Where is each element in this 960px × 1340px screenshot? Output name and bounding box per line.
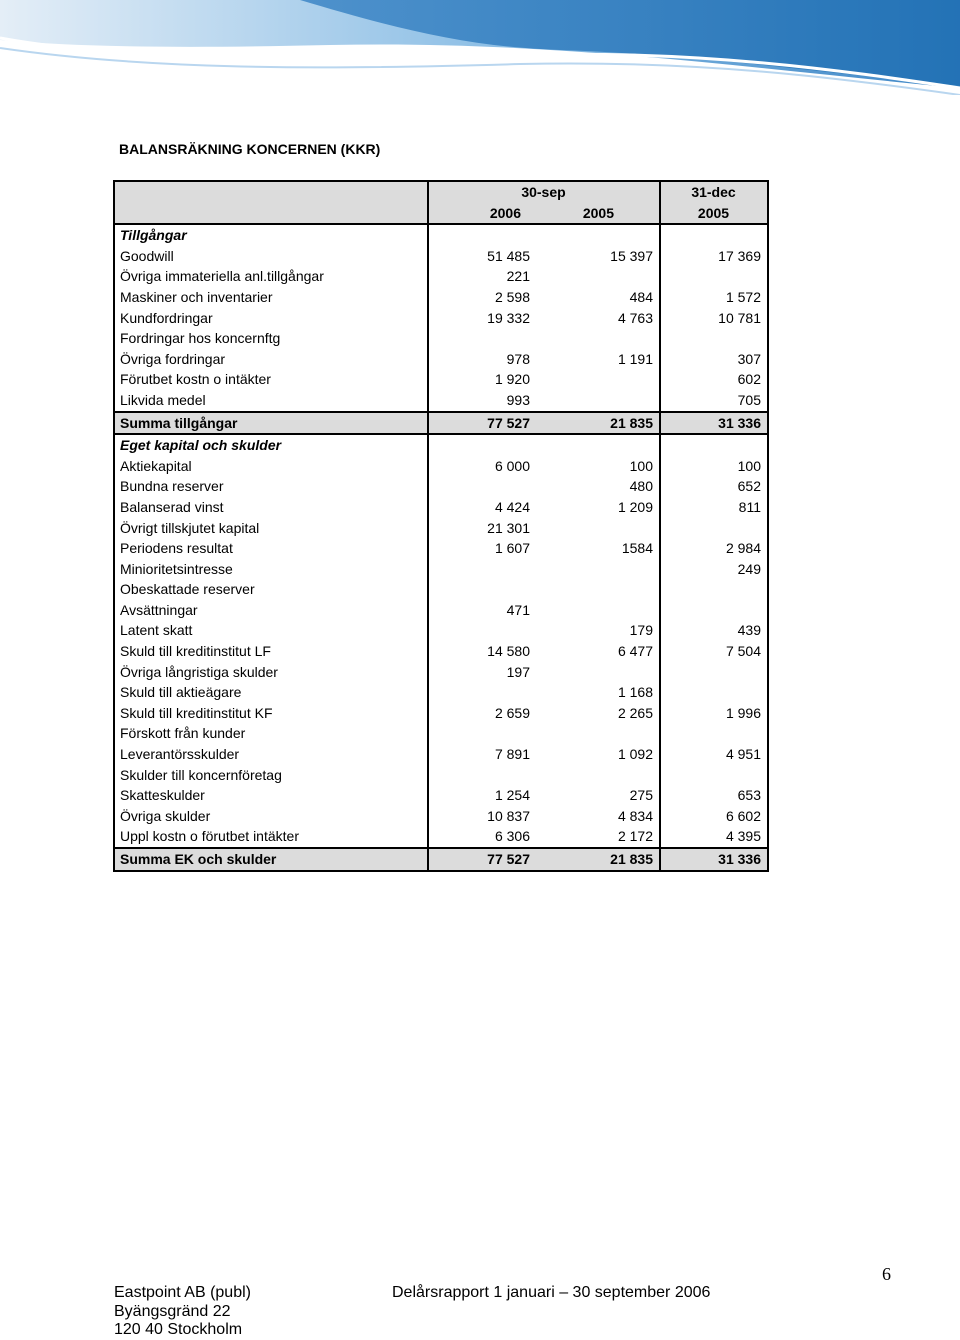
- row-label: Skuld till kreditinstitut LF: [114, 641, 428, 662]
- cell-2005-sep: 179: [536, 620, 660, 641]
- row-label: Tillgångar: [114, 224, 428, 246]
- cell-2005-sep: 1 168: [536, 682, 660, 703]
- row-label: Maskiner och inventarier: [114, 287, 428, 308]
- row-label: Latent skatt: [114, 620, 428, 641]
- row-label: Likvida medel: [114, 390, 428, 412]
- cell-2005-sep: 2 265: [536, 703, 660, 724]
- table-row: [114, 518, 768, 539]
- row-label: Skuld till aktieägare: [114, 682, 428, 703]
- section-row: [114, 434, 768, 456]
- cell-2006-sep: 6 306: [428, 826, 536, 848]
- cell-2005-dec: 31 336: [660, 848, 768, 871]
- cell-2006-sep: 7 891: [428, 744, 536, 765]
- row-label: Goodwill: [114, 246, 428, 267]
- row-label: Summa EK och skulder: [114, 848, 428, 871]
- cell-2005-dec: [660, 266, 768, 287]
- cell-2006-sep: [428, 765, 536, 786]
- cell-2006-sep: 221: [428, 266, 536, 287]
- footer-street: Byängsgränd 22: [114, 1302, 231, 1320]
- table-row: [114, 559, 768, 580]
- cell-2005-sep: [536, 224, 660, 246]
- table-row: [114, 287, 768, 308]
- header-blank: [114, 203, 428, 225]
- cell-2006-sep: 1 254: [428, 785, 536, 806]
- cell-2005-dec: [660, 765, 768, 786]
- table-row: [114, 369, 768, 390]
- cell-2005-dec: [660, 328, 768, 349]
- table-row: [114, 456, 768, 477]
- cell-2005-sep: 275: [536, 785, 660, 806]
- row-label: Aktiekapital: [114, 456, 428, 477]
- row-label: Övriga långristiga skulder: [114, 662, 428, 683]
- header-banner: [0, 0, 960, 95]
- row-label: Förutbet kostn o intäkter: [114, 369, 428, 390]
- table-header-row: [114, 203, 768, 225]
- row-label: Förskott från kunder: [114, 723, 428, 744]
- cell-2006-sep: 51 485: [428, 246, 536, 267]
- cell-2005-dec: 602: [660, 369, 768, 390]
- cell-2005-sep: [536, 600, 660, 621]
- table-row: [114, 538, 768, 559]
- cell-2005-dec: [660, 682, 768, 703]
- row-label: Skuld till kreditinstitut KF: [114, 703, 428, 724]
- cell-2005-dec: [660, 662, 768, 683]
- cell-2005-dec: 6 602: [660, 806, 768, 827]
- table-row: [114, 328, 768, 349]
- cell-2005-sep: 21 835: [536, 848, 660, 871]
- row-label: Obeskattade reserver: [114, 579, 428, 600]
- sum-row: [114, 412, 768, 435]
- cell-2006-sep: [428, 723, 536, 744]
- cell-2005-dec: [660, 723, 768, 744]
- cell-2006-sep: 14 580: [428, 641, 536, 662]
- cell-2005-sep: 1584: [536, 538, 660, 559]
- cell-2005-dec: 439: [660, 620, 768, 641]
- cell-2005-dec: [660, 518, 768, 539]
- cell-2005-sep: [536, 328, 660, 349]
- row-label: Leverantörsskulder: [114, 744, 428, 765]
- table-row: [114, 579, 768, 600]
- cell-2006-sep: [428, 579, 536, 600]
- table-header-row: [114, 181, 768, 203]
- cell-2005-dec: [660, 224, 768, 246]
- table-row: [114, 497, 768, 518]
- cell-2006-sep: 77 527: [428, 848, 536, 871]
- cell-2005-dec: [660, 579, 768, 600]
- cell-2005-dec: 2 984: [660, 538, 768, 559]
- cell-2005-sep: 15 397: [536, 246, 660, 267]
- cell-2006-sep: 197: [428, 662, 536, 683]
- table-row: [114, 703, 768, 724]
- cell-2005-dec: 307: [660, 349, 768, 370]
- cell-2006-sep: 19 332: [428, 308, 536, 329]
- cell-2005-sep: [536, 723, 660, 744]
- table-row: [114, 765, 768, 786]
- table-row: [114, 349, 768, 370]
- cell-2006-sep: [428, 328, 536, 349]
- page-title: BALANSRÄKNING KONCERNEN (KKR): [119, 141, 381, 157]
- cell-2005-sep: 1 191: [536, 349, 660, 370]
- cell-2005-sep: [536, 369, 660, 390]
- cell-2005-sep: 21 835: [536, 412, 660, 435]
- cell-2006-sep: [428, 476, 536, 497]
- row-label: Uppl kostn o förutbet intäkter: [114, 826, 428, 848]
- cell-2005-dec: 4 395: [660, 826, 768, 848]
- cell-2005-dec: 811: [660, 497, 768, 518]
- table-row: [114, 600, 768, 621]
- cell-2005-sep: [536, 266, 660, 287]
- row-label: Övriga fordringar: [114, 349, 428, 370]
- cell-2005-sep: 480: [536, 476, 660, 497]
- cell-2006-sep: 21 301: [428, 518, 536, 539]
- sum-row: [114, 848, 768, 871]
- cell-2006-sep: [428, 434, 536, 456]
- row-label: Skulder till koncernföretag: [114, 765, 428, 786]
- row-label: Skatteskulder: [114, 785, 428, 806]
- cell-2006-sep: 471: [428, 600, 536, 621]
- cell-2005-dec: 653: [660, 785, 768, 806]
- cell-2006-sep: [428, 682, 536, 703]
- cell-2006-sep: 10 837: [428, 806, 536, 827]
- cell-2006-sep: 993: [428, 390, 536, 412]
- header-year-2005: 2005: [536, 203, 660, 225]
- cell-2006-sep: 2 598: [428, 287, 536, 308]
- footer-city: 120 40 Stockholm: [114, 1321, 243, 1338]
- cell-2006-sep: 2 659: [428, 703, 536, 724]
- table-row: [114, 723, 768, 744]
- cell-2005-sep: 484: [536, 287, 660, 308]
- table-row: [114, 476, 768, 497]
- cell-2005-dec: 7 504: [660, 641, 768, 662]
- cell-2005-sep: 1 209: [536, 497, 660, 518]
- cell-2006-sep: 77 527: [428, 412, 536, 435]
- cell-2005-dec: 100: [660, 456, 768, 477]
- table-row: [114, 620, 768, 641]
- table-row: [114, 390, 768, 412]
- table-row: [114, 744, 768, 765]
- balance-sheet-table: [113, 180, 769, 872]
- header-blank: [114, 181, 428, 203]
- cell-2005-dec: 4 951: [660, 744, 768, 765]
- cell-2005-sep: [536, 390, 660, 412]
- cell-2005-sep: [536, 579, 660, 600]
- cell-2005-dec: 652: [660, 476, 768, 497]
- table-row: [114, 662, 768, 683]
- cell-2006-sep: 1 607: [428, 538, 536, 559]
- row-label: Summa tillgångar: [114, 412, 428, 435]
- cell-2005-dec: 249: [660, 559, 768, 580]
- cell-2006-sep: 6 000: [428, 456, 536, 477]
- section-row: [114, 224, 768, 246]
- row-label: Avsättningar: [114, 600, 428, 621]
- cell-2005-sep: [536, 765, 660, 786]
- cell-2005-sep: 4 763: [536, 308, 660, 329]
- cell-2005-dec: 1 572: [660, 287, 768, 308]
- row-label: Minioritetsintresse: [114, 559, 428, 580]
- table-row: [114, 266, 768, 287]
- cell-2006-sep: 1 920: [428, 369, 536, 390]
- row-label: Periodens resultat: [114, 538, 428, 559]
- cell-2005-dec: 705: [660, 390, 768, 412]
- cell-2005-sep: [536, 662, 660, 683]
- table-row: [114, 641, 768, 662]
- cell-2005-sep: [536, 518, 660, 539]
- cell-2006-sep: [428, 224, 536, 246]
- footer-company: Eastpoint AB (publ): [114, 1284, 251, 1301]
- cell-2005-sep: 2 172: [536, 826, 660, 848]
- cell-2005-sep: 100: [536, 456, 660, 477]
- header-period-sep: 30-sep: [428, 181, 660, 203]
- footer-report: Delårsrapport 1 januari – 30 september 2006: [392, 1284, 711, 1301]
- cell-2005-dec: [660, 600, 768, 621]
- cell-2005-sep: 1 092: [536, 744, 660, 765]
- cell-2005-dec: 17 369: [660, 246, 768, 267]
- table-row: [114, 246, 768, 267]
- row-label: Bundna reserver: [114, 476, 428, 497]
- table-row: [114, 308, 768, 329]
- table-row: [114, 806, 768, 827]
- cell-2006-sep: 4 424: [428, 497, 536, 518]
- table-row: [114, 785, 768, 806]
- cell-2005-dec: 10 781: [660, 308, 768, 329]
- table-row: [114, 826, 768, 848]
- row-label: Övrigt tillskjutet kapital: [114, 518, 428, 539]
- cell-2005-dec: 31 336: [660, 412, 768, 435]
- header-year-2005-dec: 2005: [660, 203, 768, 225]
- row-label: Eget kapital och skulder: [114, 434, 428, 456]
- cell-2005-dec: 1 996: [660, 703, 768, 724]
- row-label: Balanserad vinst: [114, 497, 428, 518]
- row-label: Övriga immateriella anl.tillgångar: [114, 266, 428, 287]
- cell-2005-sep: 4 834: [536, 806, 660, 827]
- header-period-dec: 31-dec: [660, 181, 768, 203]
- header-year-2006: 2006: [428, 203, 536, 225]
- cell-2005-sep: [536, 559, 660, 580]
- page-number: 6: [882, 1264, 891, 1284]
- table-row: [114, 682, 768, 703]
- cell-2005-sep: 6 477: [536, 641, 660, 662]
- row-label: Kundfordringar: [114, 308, 428, 329]
- cell-2005-dec: [660, 434, 768, 456]
- cell-2005-sep: [536, 434, 660, 456]
- cell-2006-sep: [428, 620, 536, 641]
- row-label: Övriga skulder: [114, 806, 428, 827]
- row-label: Fordringar hos koncernftg: [114, 328, 428, 349]
- cell-2006-sep: 978: [428, 349, 536, 370]
- cell-2006-sep: [428, 559, 536, 580]
